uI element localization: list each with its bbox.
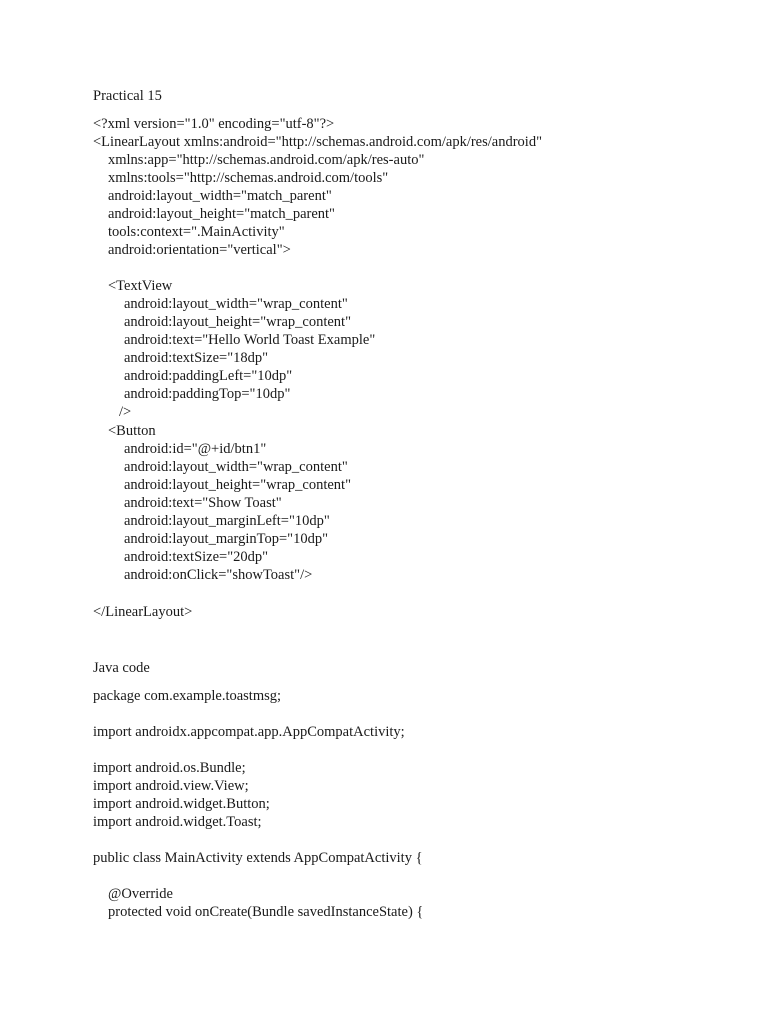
code-line: <LinearLayout xmlns:android="http://schemas.android.com/apk/res/android" bbox=[93, 134, 542, 150]
code-line: <TextView bbox=[108, 278, 173, 294]
code-line: android:id="@+id/btn1" bbox=[124, 441, 267, 457]
code-line: tools:context=".MainActivity" bbox=[108, 224, 285, 240]
code-line: android:layout_marginTop="10dp" bbox=[124, 531, 328, 547]
code-line: android:paddingTop="10dp" bbox=[124, 386, 291, 402]
code-line: android:layout_height="wrap_content" bbox=[124, 477, 351, 493]
code-line: package com.example.toastmsg; bbox=[93, 688, 282, 704]
section-heading-java: Java code bbox=[93, 660, 150, 676]
code-line: android:layout_marginLeft="10dp" bbox=[124, 513, 330, 529]
code-line: </LinearLayout> bbox=[93, 604, 193, 620]
code-line: xmlns:tools="http://schemas.android.com/tools" bbox=[108, 170, 389, 186]
code-line: import android.widget.Button; bbox=[93, 796, 270, 812]
code-line: <?xml version="1.0" encoding="utf-8"?> bbox=[93, 116, 335, 132]
code-line: android:onClick="showToast"/> bbox=[124, 567, 313, 583]
code-line: android:text="Show Toast" bbox=[124, 495, 282, 511]
section-heading-practical: Practical 15 bbox=[93, 88, 162, 104]
code-line: xmlns:app="http://schemas.android.com/apk/res-auto" bbox=[108, 152, 425, 168]
code-line: android:layout_width="match_parent" bbox=[108, 188, 332, 204]
code-line: /> bbox=[119, 404, 132, 420]
code-line: android:paddingLeft="10dp" bbox=[124, 368, 293, 384]
code-line: android:layout_height="match_parent" bbox=[108, 206, 335, 222]
code-line: <Button bbox=[108, 423, 156, 439]
code-line: android:orientation="vertical"> bbox=[108, 242, 291, 258]
code-line: import android.os.Bundle; bbox=[93, 760, 246, 776]
code-line: android:textSize="20dp" bbox=[124, 549, 269, 565]
code-line: android:layout_height="wrap_content" bbox=[124, 314, 351, 330]
code-line: android:layout_width="wrap_content" bbox=[124, 296, 348, 312]
code-line: import androidx.appcompat.app.AppCompatActivity; bbox=[93, 724, 405, 740]
code-line: import android.widget.Toast; bbox=[93, 814, 262, 830]
code-line: protected void onCreate(Bundle savedInstanceState) { bbox=[108, 904, 424, 920]
code-line: android:textSize="18dp" bbox=[124, 350, 269, 366]
code-line: @Override bbox=[108, 886, 173, 902]
code-line: public class MainActivity extends AppCompatActivity { bbox=[93, 850, 423, 866]
code-line: android:layout_width="wrap_content" bbox=[124, 459, 348, 475]
code-line: import android.view.View; bbox=[93, 778, 249, 794]
code-line: android:text="Hello World Toast Example" bbox=[124, 332, 376, 348]
